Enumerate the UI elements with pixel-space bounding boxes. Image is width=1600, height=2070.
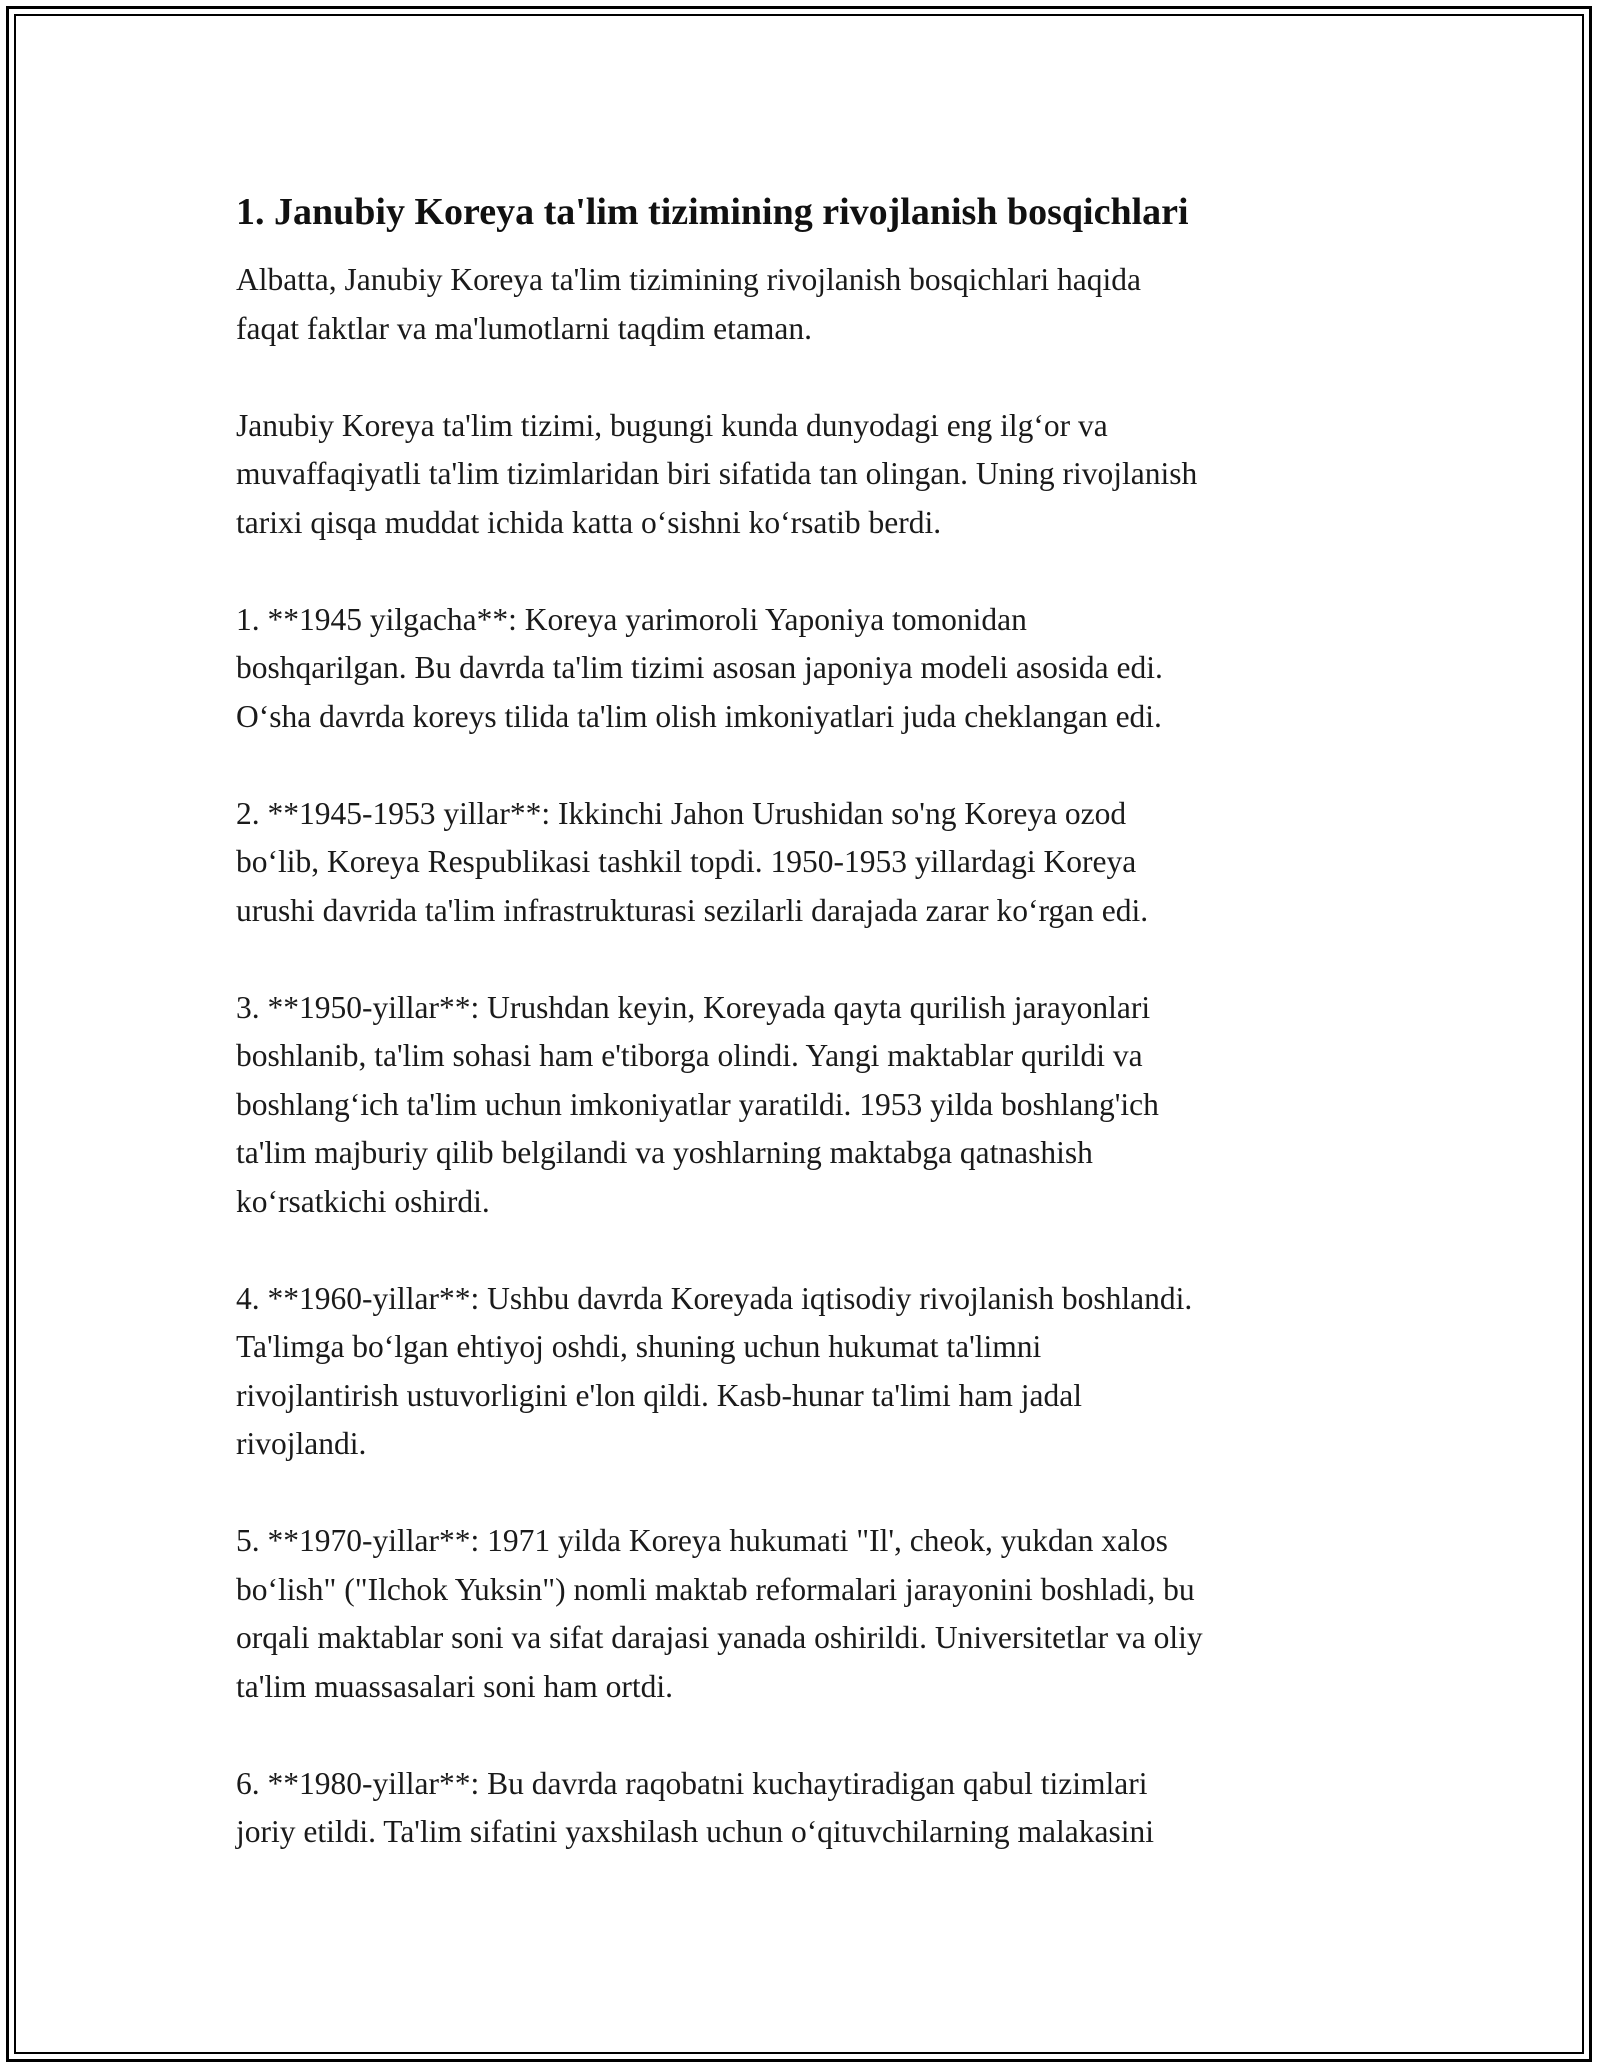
text-line: ta'lim majburiy qilib belgilandi va yoshlarning maktabga qatnashish xyxy=(236,1135,1093,1170)
text-line: boshlanib, ta'lim sohasi ham e'tiborga olindi. Yangi maktablar qurildi va xyxy=(236,1038,1143,1073)
text-line: faqat faktlar va ma'lumotlarni taqdim etaman. xyxy=(236,310,812,346)
text-line: O‘sha davrda koreys tilida ta'lim olish imkoniyatlari juda cheklangan edi. xyxy=(236,698,1162,734)
text-line: 5. **1970-yillar**: 1971 yilda Koreya hukumati "Il', cheok, yukdan xalos xyxy=(236,1523,1168,1558)
text-line: muvaffaqiyatli ta'lim tizimlaridan biri sifatida tan olingan. Uning rivojlanish xyxy=(236,456,1198,491)
text-line: joriy etildi. Ta'lim sifatini yaxshilash uchun o‘qituvchilarning malakasini xyxy=(236,1814,1154,1849)
text-line: ta'lim muassasalari soni ham ortdi. xyxy=(236,1668,673,1704)
paragraph-overview xyxy=(236,402,1376,548)
text-line: Janubiy Koreya ta'lim tizimi, bugungi kunda dunyodagi eng ilg‘or va xyxy=(236,407,1108,443)
list-item-1950s xyxy=(236,984,1376,1227)
text-line: orqali maktablar soni va sifat darajasi yanada oshirildi. Universitetlar va oliy xyxy=(236,1620,1203,1655)
list-item-1970s xyxy=(236,1517,1376,1711)
list-item-1945-1953 xyxy=(236,790,1376,936)
text-line: Ta'limga bo‘lgan ehtiyoj oshdi, shuning uchun hukumat ta'limni xyxy=(236,1329,1042,1364)
text-line: rivojlandi. xyxy=(236,1426,367,1461)
text-line: Albatta, Janubiy Koreya ta'lim tizimining rivojlanish bosqichlari haqida xyxy=(236,262,1141,297)
paragraph-intro xyxy=(236,256,1376,353)
document-title: 1. Janubiy Koreya ta'lim tizimining rivojlanish bosqichlari xyxy=(236,191,1189,233)
text-line: 3. **1950-yillar**: Urushdan keyin, Koreyada qayta qurilish jarayonlari xyxy=(236,989,1151,1025)
list-item-1945 xyxy=(236,596,1376,742)
list-item-1980s xyxy=(236,1760,1376,1857)
text-line: ko‘rsatkichi oshirdi. xyxy=(236,1183,490,1219)
text-line: tarixi qisqa muddat ichida katta o‘sishni ko‘rsatib berdi. xyxy=(236,504,942,540)
text-line: rivojlantirish ustuvorligini e'lon qildi. Kasb-hunar ta'limi ham jadal xyxy=(236,1377,1082,1413)
text-line: urushi davrida ta'lim infrastrukturasi sezilarli darajada zarar ko‘rgan edi. xyxy=(236,892,1149,928)
text-line: boshqarilgan. Bu davrda ta'lim tizimi asosan japoniya modeli asosida edi. xyxy=(236,650,1163,685)
text-line: bo‘lib, Koreya Respublikasi tashkil topdi. 1950-1953 yillardagi Koreya xyxy=(236,844,1137,879)
text-line: 1. **1945 yilgacha**: Koreya yarimoroli Yaponiya tomonidan xyxy=(236,601,1027,637)
text-line: 4. **1960-yillar**: Ushbu davrda Koreyada iqtisodiy rivojlanish boshlandi. xyxy=(236,1280,1193,1316)
document-body xyxy=(236,188,1376,1905)
text-line: boshlang‘ich ta'lim uchun imkoniyatlar yaratildi. 1953 yilda boshlang'ich xyxy=(236,1086,1159,1122)
text-line: bo‘lish" ("Ilchok Yuksin") nomli maktab reformalari jarayonini boshladi, bu xyxy=(236,1571,1195,1607)
text-line: 2. **1945-1953 yillar**: Ikkinchi Jahon Urushidan so'ng Koreya ozod xyxy=(236,795,1127,831)
text-line: 6. **1980-yillar**: Bu davrda raqobatni kuchaytiradigan qabul tizimlari xyxy=(236,1765,1148,1801)
list-item-1960s xyxy=(236,1275,1376,1469)
